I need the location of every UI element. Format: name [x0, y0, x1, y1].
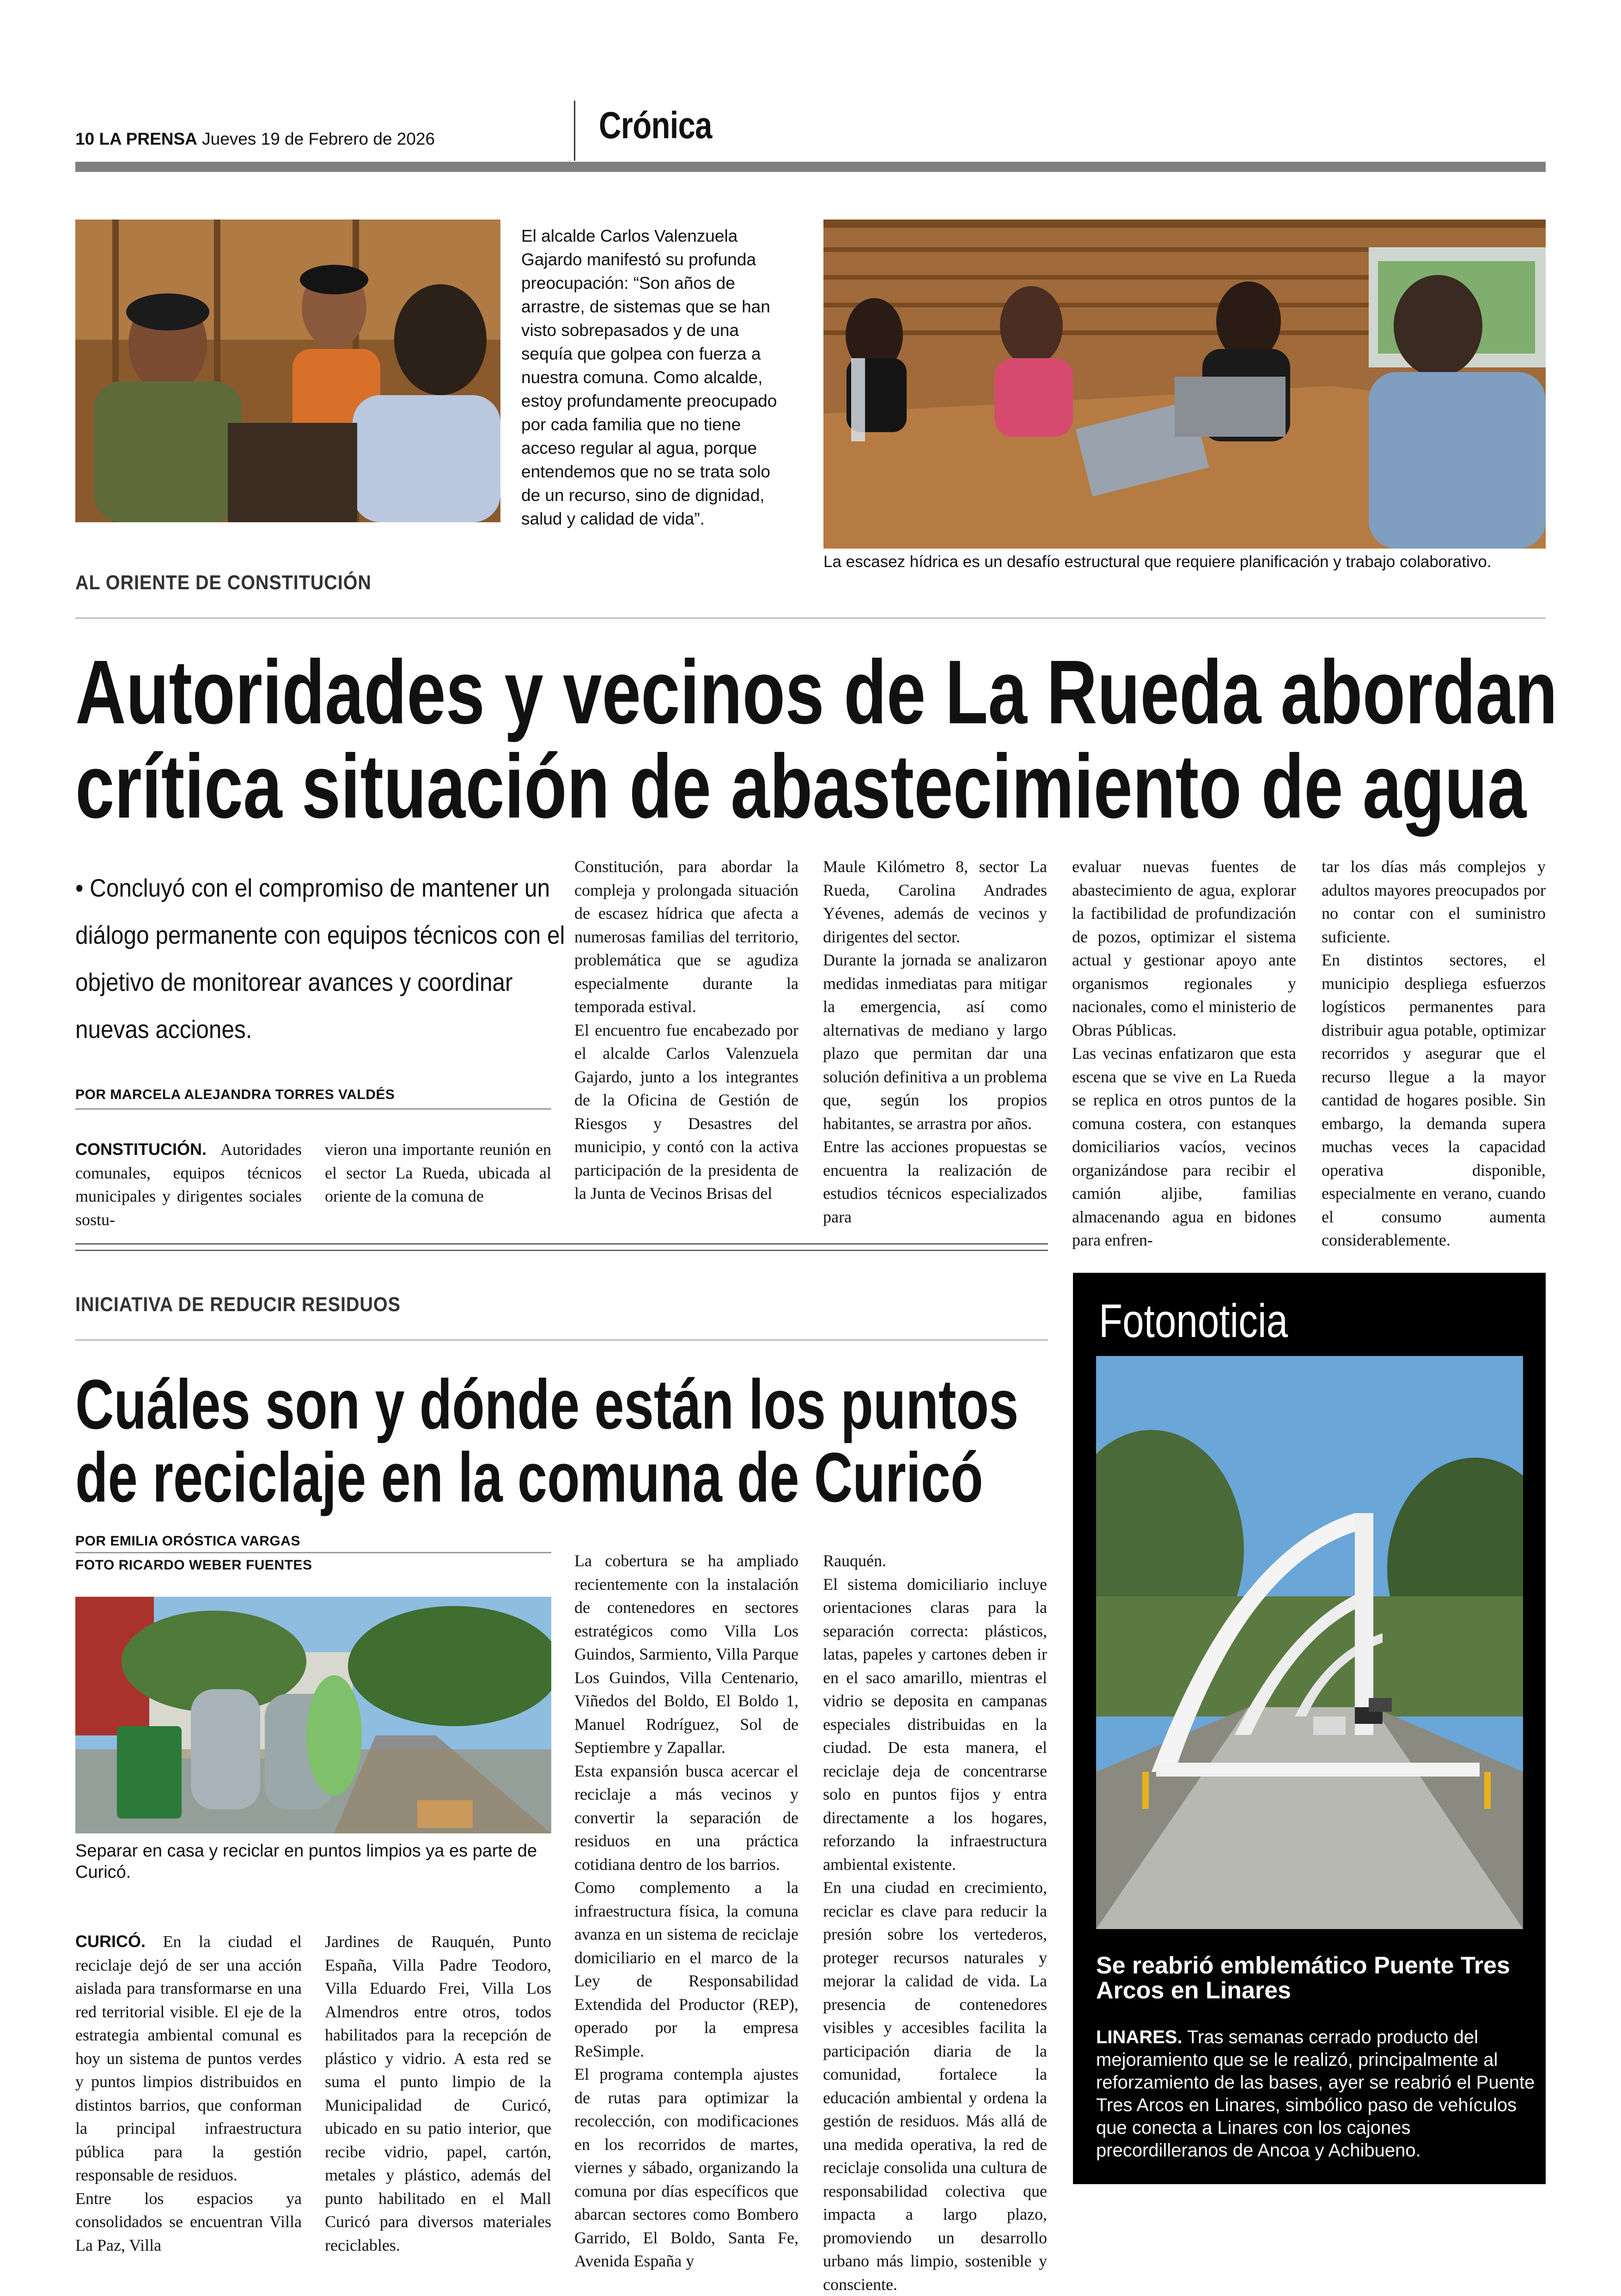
story1-byline-rule	[75, 1108, 551, 1110]
story2-headline-line1: Cuáles son y dónde están los puntos	[75, 1365, 1019, 1444]
story2-byline: POR EMILIA ORÓSTICA VARGAS	[75, 1533, 300, 1549]
bridge-photo	[1096, 1356, 1523, 1929]
recycling-photo-caption: Separar en casa y reciclar en puntos limpios ya es parte de Curicó.	[75, 1841, 537, 1882]
meeting-photo-caption: La escasez hídrica es un desafío estructural que requiere planificación y trabajo colaborativo.	[823, 553, 1492, 571]
header-divider	[574, 101, 575, 161]
story1-column-4: Maule Kilómetro 8, sector La Rueda, Carolina Andrades Yévenes, además de vecinos y dirigentes del sector. Durante la jornada se analizaron medidas inmediatas para mitigar la emergencia, así como alternativas de mediano y largo plazo que permitan dar una solución definitiva a un problema que, según los propios habitantes, se arrastra por años. Entre las acciones propuestas se encuentra la realización de estudios técnicos especializados para	[823, 857, 1047, 1226]
story-separator	[75, 1243, 1048, 1251]
page-header-info	[75, 129, 435, 149]
story1-column-3: Constitución, para abordar la compleja y prolongada situación de escasez hídrica que afecta a numerosas familias del territorio, problemática que se agudiza especialmente durante la temporada estival. El encuentro fue encabezado por el alcalde Carlos Valenzuela Gajardo, junto a los integrantes de la Oficina de Gestión de Riesgos y Desastres del municipio, y contó con la activa participación de la presidenta de la Junta de Vecinos Brisas del	[574, 857, 798, 1203]
story2-photo-credit: FOTO RICARDO WEBER FUENTES	[75, 1557, 312, 1573]
story2-top-rule	[75, 1339, 1048, 1341]
story1-kicker: AL ORIENTE DE CONSTITUCIÓN	[75, 571, 372, 594]
fotonoticia-text: Tras semanas cerrado producto del mejoramiento que se le realizó, principalmente al reforzamiento de las bases, ayer se reabrió el Puente Tres Arcos en Linares, simbólico paso de vehículos que conecta a Linares con los cajones precordilleranos de Ancoa y Achibueno.	[1096, 2027, 1535, 2161]
story1-col1-text: Autoridades comunales, equipos técnicos municipales y dirigentes sociales sostu-	[75, 1140, 302, 1229]
story1-top-rule	[75, 617, 1546, 619]
story2-byline-rule	[75, 1552, 551, 1553]
story2-kicker: INICIATIVA DE REDUCIR RESIDUOS	[75, 1293, 401, 1316]
mayor-quote: El alcalde Carlos Valenzuela Gajardo manifestó su profunda preocupación: “Son años de arrastre, de sistemas que se han visto sobrepasados y de una sequía que golpea con fuerza a nuestra comuna. Como alcalde, estoy profundamente preocupado por cada familia que no tiene acceso regular al agua, porque entendemos que no se trata solo de un recurso, sino de dignidad, salud y calidad de vida”.	[521, 226, 777, 528]
story2-col1-text: En la ciudad el reciclaje dejó de ser una acción aislada para transformarse en una red territorial visible. El eje de la estrategia ambiental comunal es hoy un sistema de puntos verdes y puntos limpios distribuidos en distintos barrios, que conforman la principal infraestructura pública para la gestión responsable de residuos. Entre los espacios ya consolidados se encuentran Villa La Paz, Villa	[75, 1932, 302, 2254]
story1-headline-line2: crítica situación de abastecimiento de agua	[75, 735, 1527, 837]
fotonoticia-dateline: LINARES.	[1096, 2027, 1182, 2047]
meeting-photo-right	[823, 220, 1546, 549]
story2-headline	[75, 1365, 1019, 1517]
story1-column-1	[75, 1138, 302, 1231]
story1-headline-line1: Autoridades y vecinos de La Rueda abordan	[75, 641, 1558, 743]
story2-column-2: Jardines de Rauquén, Punto España, Villa Padre Teodoro, Villa Eduardo Frei, Villa Los Almendros entre otros, todos habilitados para la recepción de plástico y vidrio. A esta red se suma el punto limpio de la Municipalidad de Curicó, ubicado en su patio interior, que recibe vidrio, papel, cartón, metales y plástico, además del punto habilitado en el Mall Curicó para diversos materiales reciclables.	[325, 1932, 551, 2254]
lead-bullet: •	[75, 873, 84, 902]
issue-date: Jueves 19 de Febrero de 2026	[202, 129, 435, 148]
meeting-photo-left	[75, 220, 500, 522]
story2-headline-line2: de reciclaje en la comuna de Curicó	[75, 1438, 983, 1517]
story1-dateline: CONSTITUCIÓN.	[75, 1140, 207, 1159]
story2-column-1	[75, 1930, 302, 2257]
story1-headline	[75, 641, 1558, 837]
story1-column-5: evaluar nuevas fuentes de abastecimiento de agua, explorar la factibilidad de profundización de pozos, optimizar el sistema actual y gestionar apoyo ante organismos regionales y nacionales, como el ministerio de Obras Públicas. Las vecinas enfatizaron que esta escena que se vive en La Rueda se replica en otros puntos de la comuna costera, con estanques domiciliarios vacíos, vecinos organizándose para recibir el camión aljibe, familias almacenando agua en bidones para enfren-	[1072, 857, 1296, 1249]
paper-name: LA PRENSA	[99, 129, 197, 148]
story1-lead	[75, 864, 574, 1053]
recycling-photo	[75, 1597, 551, 1833]
page-number: 10	[75, 129, 95, 148]
story2-column-4: Rauquén. El sistema domiciliario incluye orientaciones claras para la separación correcta: plásticos, latas, papeles y cartones deben ir en el saco amarillo, mientras el vidrio se deposita en campanas especiales distribuidas en la ciudad. De esta manera, el reciclaje deja de concentrarse solo en puntos fijos y entra directamente a los hogares, reforzando la infraestructura ambiental existente. En una ciudad en crecimiento, reciclar es clave para reducir la presión sobre los vertederos, proteger recursos naturales y mejorar la calidad de vida. La presencia de contenedores visibles y accesibles facilita la participación diaria de la comunidad, fortalece la educación ambiental y ordena la gestión de residuos. Más allá de una medida operativa, la red de reciclaje consolida una cultura de responsabilidad colectiva que impacta a largo plazo, promoviendo un desarrollo urbano más limpio, sostenible y consciente.	[823, 1551, 1047, 2294]
header-bar	[75, 162, 1546, 172]
story1-byline: POR MARCELA ALEJANDRA TORRES VALDÉS	[75, 1087, 395, 1102]
story2-column-3: La cobertura se ha ampliado recientemente con la instalación de contenedores en sectores estratégicos como Villa Los Guindos, Sarmiento, Villa Parque Los Guindos, Villa Centenario, Viñedos del Boldo, El Boldo 1, Manuel Rodríguez, Sol de Septiembre y Zapallar. Esta expansión busca acercar el reciclaje a más vecinos y convertir la separación de residuos en una práctica cotidiana dentro de los barrios. Como complemento a la infraestructura física, la comuna avanza en un sistema de reciclaje domiciliario en el marco de la Ley de Responsabilidad Extendida del Productor (REP), operado por la empresa ReSimple. El programa contempla ajustes de rutas para optimizar la recolección, con modificaciones en los recorridos de martes, viernes y sábado, organizando la comuna por días específicos que abarcan sectores como Bombero Garrido, El Boldo, Santa Fe, Avenida España y	[574, 1551, 798, 2270]
story1-column-2: vieron una importante reunión en el sector La Rueda, ubicada al oriente de la comuna de	[325, 1140, 551, 1205]
fotonoticia-body	[1096, 2026, 1540, 2162]
fotonoticia-headline: Se reabrió emblemático Puente Tres Arcos en Linares	[1096, 1952, 1510, 2004]
section-title: Crónica	[599, 104, 712, 147]
story1-column-6: tar los días más complejos y adultos mayores preocupados por no contar con el suministro suficiente. En distintos sectores, el municipio despliega esfuerzos logísticos permanentes para distribuir agua potable, optimizar recorridos y asegurar que el recurso llegue a la mayor cantidad de hogares posible. Sin embargo, la demanda supera muchas veces la capacidad operativa disponible, especialmente en verano, cuando el consumo aumenta considerablemente.	[1322, 857, 1546, 1249]
fotonoticia-title: Fotonoticia	[1099, 1295, 1288, 1347]
lead-text: Concluyó con el compromiso de mantener un diálogo permanente con equipos técnicos con el objetivo de monitorear avances y coordinar nuevas acciones.	[75, 873, 565, 1044]
story2-dateline: CURICÓ.	[75, 1932, 146, 1951]
